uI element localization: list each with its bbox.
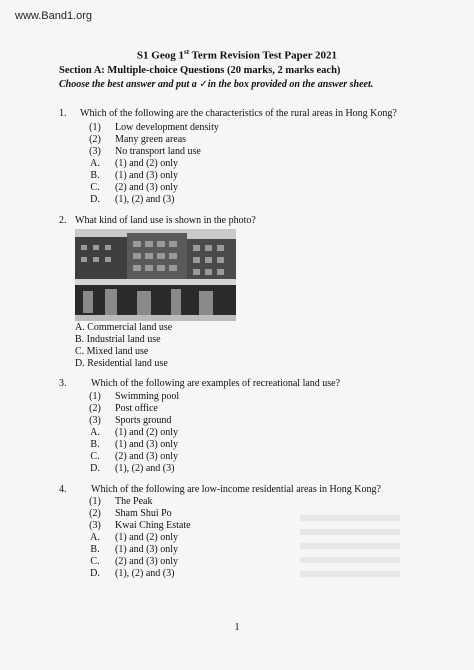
option-c: C. Mixed land use xyxy=(75,346,149,357)
option-text: (1), (2) and (3) xyxy=(115,568,175,579)
option-text: (1), (2) and (3) xyxy=(115,463,175,474)
statement-text: Many green areas xyxy=(115,134,187,145)
question-3 xyxy=(59,378,439,473)
title-ordinal-suffix: st xyxy=(183,48,190,56)
option-label: A. xyxy=(90,532,100,543)
option-text: (1) and (3) only xyxy=(115,544,179,555)
option-text: (1), (2) and (3) xyxy=(115,194,175,205)
title-main: S1 Geog 1 xyxy=(136,49,184,62)
option-label: A. xyxy=(90,427,100,438)
option-text: (1) and (2) only xyxy=(115,427,179,438)
option-text: (2) and (3) only xyxy=(115,556,179,567)
question-text: What kind of land use is shown in the photo? xyxy=(75,215,256,226)
statement-label: (3) xyxy=(89,146,101,157)
statement-text: No transport land use xyxy=(115,146,201,157)
statement-text: Low development density xyxy=(115,122,219,133)
question-number: 2. xyxy=(59,215,67,226)
question-text: Which of the following are the characteristics of the rural areas in Hong Kong? xyxy=(80,108,397,119)
section-heading: Section A: Multiple-choice Questions (20 marks, 2 marks each) xyxy=(59,65,341,76)
tick-icon: ✓ xyxy=(199,79,208,90)
show-through-artifact xyxy=(300,515,400,605)
option-label: B. xyxy=(90,439,100,450)
option-label: D. xyxy=(90,568,100,579)
question-1 xyxy=(59,108,439,203)
statement-label: (1) xyxy=(89,391,101,402)
question-text: Which of the following are examples of recreational land use? xyxy=(91,378,341,389)
option-label: B. xyxy=(90,170,100,181)
statement-text: Kwai Ching Estate xyxy=(115,520,191,531)
statement-label: (3) xyxy=(89,415,101,426)
question-number: 1. xyxy=(59,108,67,119)
option-text: (2) and (3) only xyxy=(115,451,179,462)
option-label: C. xyxy=(90,556,100,567)
statement-label: (3) xyxy=(89,520,101,531)
option-text: (2) and (3) only xyxy=(115,182,179,193)
street-photo xyxy=(75,229,236,321)
option-text: (1) and (3) only xyxy=(115,170,179,181)
option-label: D. xyxy=(90,194,100,205)
question-2 xyxy=(59,215,439,229)
instruction-text-b: in the box provided on the answer sheet. xyxy=(207,79,374,90)
question-number: 4. xyxy=(59,484,67,495)
option-label: D. xyxy=(90,463,100,474)
statement-label: (1) xyxy=(89,122,101,133)
option-text: (1) and (2) only xyxy=(115,158,179,169)
statement-label: (1) xyxy=(89,496,101,507)
statement-label: (2) xyxy=(89,508,101,519)
question-text: Which of the following are low-income residential areas in Hong Kong? xyxy=(91,484,381,495)
street-photo-image xyxy=(75,229,236,321)
paper-title xyxy=(0,48,474,62)
statement-label: (2) xyxy=(89,403,101,414)
instruction-text-a: Choose the best answer and put a xyxy=(59,79,200,90)
option-label: A. xyxy=(90,158,100,169)
option-text: (1) and (2) only xyxy=(115,532,179,543)
statement-text: Sham Shui Po xyxy=(115,508,172,519)
option-a: A. Commercial land use xyxy=(75,322,173,333)
statement-text: Post office xyxy=(115,403,158,414)
option-b: B. Industrial land use xyxy=(75,334,161,345)
option-label: C. xyxy=(90,451,100,462)
statement-text: The Peak xyxy=(115,496,153,507)
title-rest: Term Revision Test Paper 2021 xyxy=(189,49,338,62)
option-label: C. xyxy=(90,182,100,193)
option-text: (1) and (3) only xyxy=(115,439,179,450)
option-label: B. xyxy=(90,544,100,555)
question-number: 3. xyxy=(59,378,67,389)
option-d: D. Residential land use xyxy=(75,358,168,369)
statement-label: (2) xyxy=(89,134,101,145)
instruction-line xyxy=(59,79,373,90)
statement-text: Sports ground xyxy=(115,415,172,426)
statement-text: Swimming pool xyxy=(115,391,180,402)
page-number: 1 xyxy=(234,622,240,633)
site-watermark: www.Band1.org xyxy=(15,10,93,22)
